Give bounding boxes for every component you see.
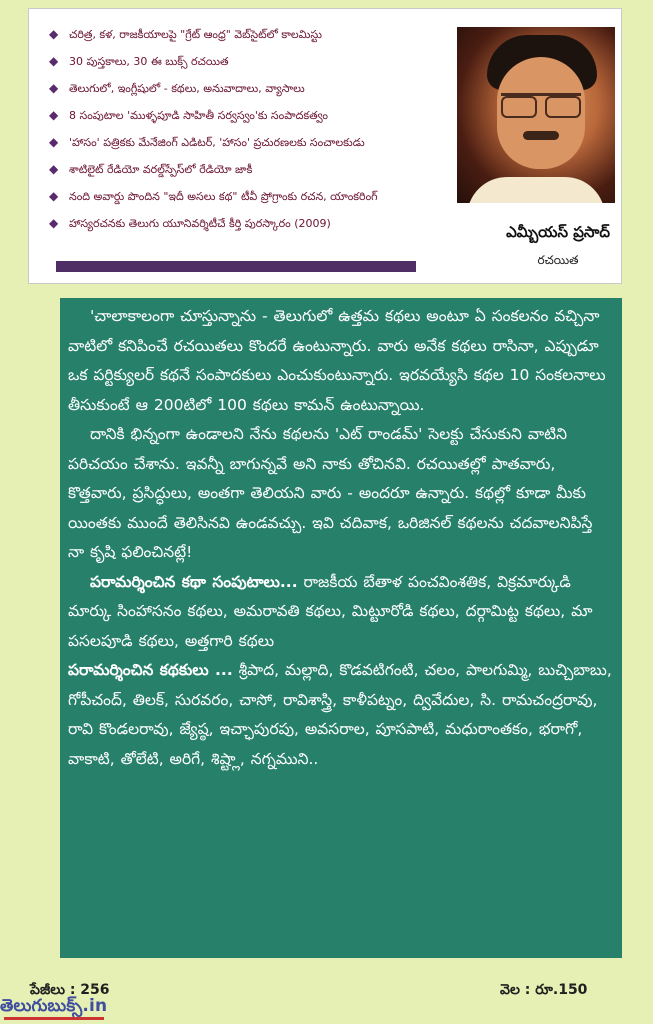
diamond-bullet-icon: ◆ xyxy=(49,135,59,149)
price: వెల : రూ.150 xyxy=(500,982,588,998)
authors-heading: పరామర్శించిన కథకులు ... xyxy=(68,661,233,679)
list-item: ◆ శాటిలైట్ రేడియో వరల్డ్‌స్పేస్‌లో రేడియో జాకీ xyxy=(49,162,253,176)
page-count: పేజీలు : 256 xyxy=(30,982,110,998)
list-item: ◆ 30 పుస్తకాలు, 30 ఈ బుక్స్ రచయిత xyxy=(49,54,229,68)
diamond-bullet-icon: ◆ xyxy=(49,108,59,122)
publisher-logo[interactable]: తెలుగుబుక్స్.in xyxy=(0,996,108,1016)
diamond-bullet-icon: ◆ xyxy=(49,216,59,230)
list-item: ◆ 8 సంపుటాల 'ముళ్ళపూడి సాహితీ సర్వస్వం'కు సంపాదకత్వం xyxy=(49,108,328,122)
author-photo xyxy=(457,27,615,203)
diamond-bullet-icon: ◆ xyxy=(49,189,59,203)
photo-mustache xyxy=(523,131,559,140)
author-achievements-list xyxy=(47,21,467,237)
blurb-paragraph-3 xyxy=(68,568,614,657)
photo-glasses xyxy=(501,93,581,116)
authors-list: శ్రీపాద, మల్లాది, కొడవటిగంటి, చలం, పాలగుమ్మి, బుచ్చిబాబు, గోపీచంద్, తిలక్, సురవరం, చాసో, రావిశాస్త్రి, కాళీపట్నం, ద్వివేదుల, సి. రామచంద్రరావు, రావి కొండలరావు, జ్యేష్ఠ, ఇచ్ఛాపురపు, అవసరాల, పూసపాటి, మధురాంతకం, భరాగో, వాకాటి, తోలేటి, అరిగే, శిష్ట్లా, నగ్నముని.. xyxy=(68,661,612,768)
diamond-bullet-icon: ◆ xyxy=(49,81,59,95)
list-item: ◆ నంది అవార్డు పొందిన "ఇదీ అసలు కథ" టీవీ ప్రోగ్రాంకు రచన, యాంకరింగ్ xyxy=(49,189,378,203)
author-name: ఎమ్బీయస్ ప్రసాద్ xyxy=(506,223,610,241)
diamond-bullet-icon: ◆ xyxy=(49,54,59,68)
decorative-bar xyxy=(56,261,416,272)
blurb-paragraph-1: 'చాలాకాలంగా చూస్తున్నాను - తెలుగులో ఉత్తమ కథలు అంటూ ఏ సంకలనం వచ్చినా వాటిలో కనిపించే రచయితలు కొందరే ఉంటున్నారు. వారు అనేక కథలు రాసినా, ఎప్పుడూ ఒక పర్టిక్యులర్ కథనే సంపాదకులు ఎంచుకుంటున్నారు. ఇరవయ్యేసి కథల 10 సంకలనాలు తీసుకుంటే ఆ 200టిలో 100 కథలు కామన్ ఉంటున్నాయి. xyxy=(68,307,606,414)
author-role: రచయిత xyxy=(537,253,579,267)
blurb-paragraph-4 xyxy=(68,656,614,774)
list-item: ◆ తెలుగులో, ఇంగ్లీషులో - కథలు, అనువాదాలు, వ్యాసాలు xyxy=(49,81,305,95)
author-info-panel xyxy=(28,8,622,284)
blurb-paragraph-2: దానికి భిన్నంగా ఉండాలని నేను కథలను 'ఎట్ రాండమ్' సెలక్టు చేసుకుని వాటిని పరిచయం చేశాను. ఇవన్నీ బాగున్నవే అని నాకు తోచినవి. రచయితల్లో పాతవారు, కొత్తవారు, ప్రసిద్ధులు, అంతగా తెలియని వారు - అందరూ ఉన్నారు. కథల్లో కూడా మీకు యింతకు ముందే తెలిసినవి ఉండవచ్చు. ఇవి చదివాక, ఒరిజినల్ కథలను చదవాలనిపిస్తే నా కృషి ఫలించినట్లే! xyxy=(68,425,593,561)
list-item: ◆ 'హాసం' పత్రికకు మేనేజింగ్ ఎడిటర్, 'హాసం' ప్రచురణలకు సంచాలకుడు xyxy=(49,135,365,149)
blurb-panel xyxy=(60,298,622,958)
diamond-bullet-icon: ◆ xyxy=(49,162,59,176)
collections-heading: పరామర్శించిన కథా సంపుటాలు... xyxy=(90,572,298,591)
photo-collar xyxy=(467,177,605,203)
list-item: ◆ హాస్యరచనకు తెలుగు యూనివర్శిటీచే కీర్తి పురస్కారం (2009) xyxy=(49,216,331,230)
list-item: ◆ చరిత్ర, కళ, రాజకీయాలపై "గ్రేట్ ఆంధ్ర" వెబ్‌సైట్‌లో కాలమిస్టు xyxy=(49,27,322,41)
collections-list: రాజకీయ బేతాళ పంచవింశతిక, విక్రమార్కుడి మార్కు సింహాసనం కథలు, అమరావతి కథలు, మిట్టూరోడి కథలు, దర్గామిట్ట కథలు, మా పసలపూడి కథలు, అత్తగారి కథలు xyxy=(68,572,593,650)
diamond-bullet-icon: ◆ xyxy=(49,27,59,41)
logo-underline xyxy=(4,1017,104,1020)
